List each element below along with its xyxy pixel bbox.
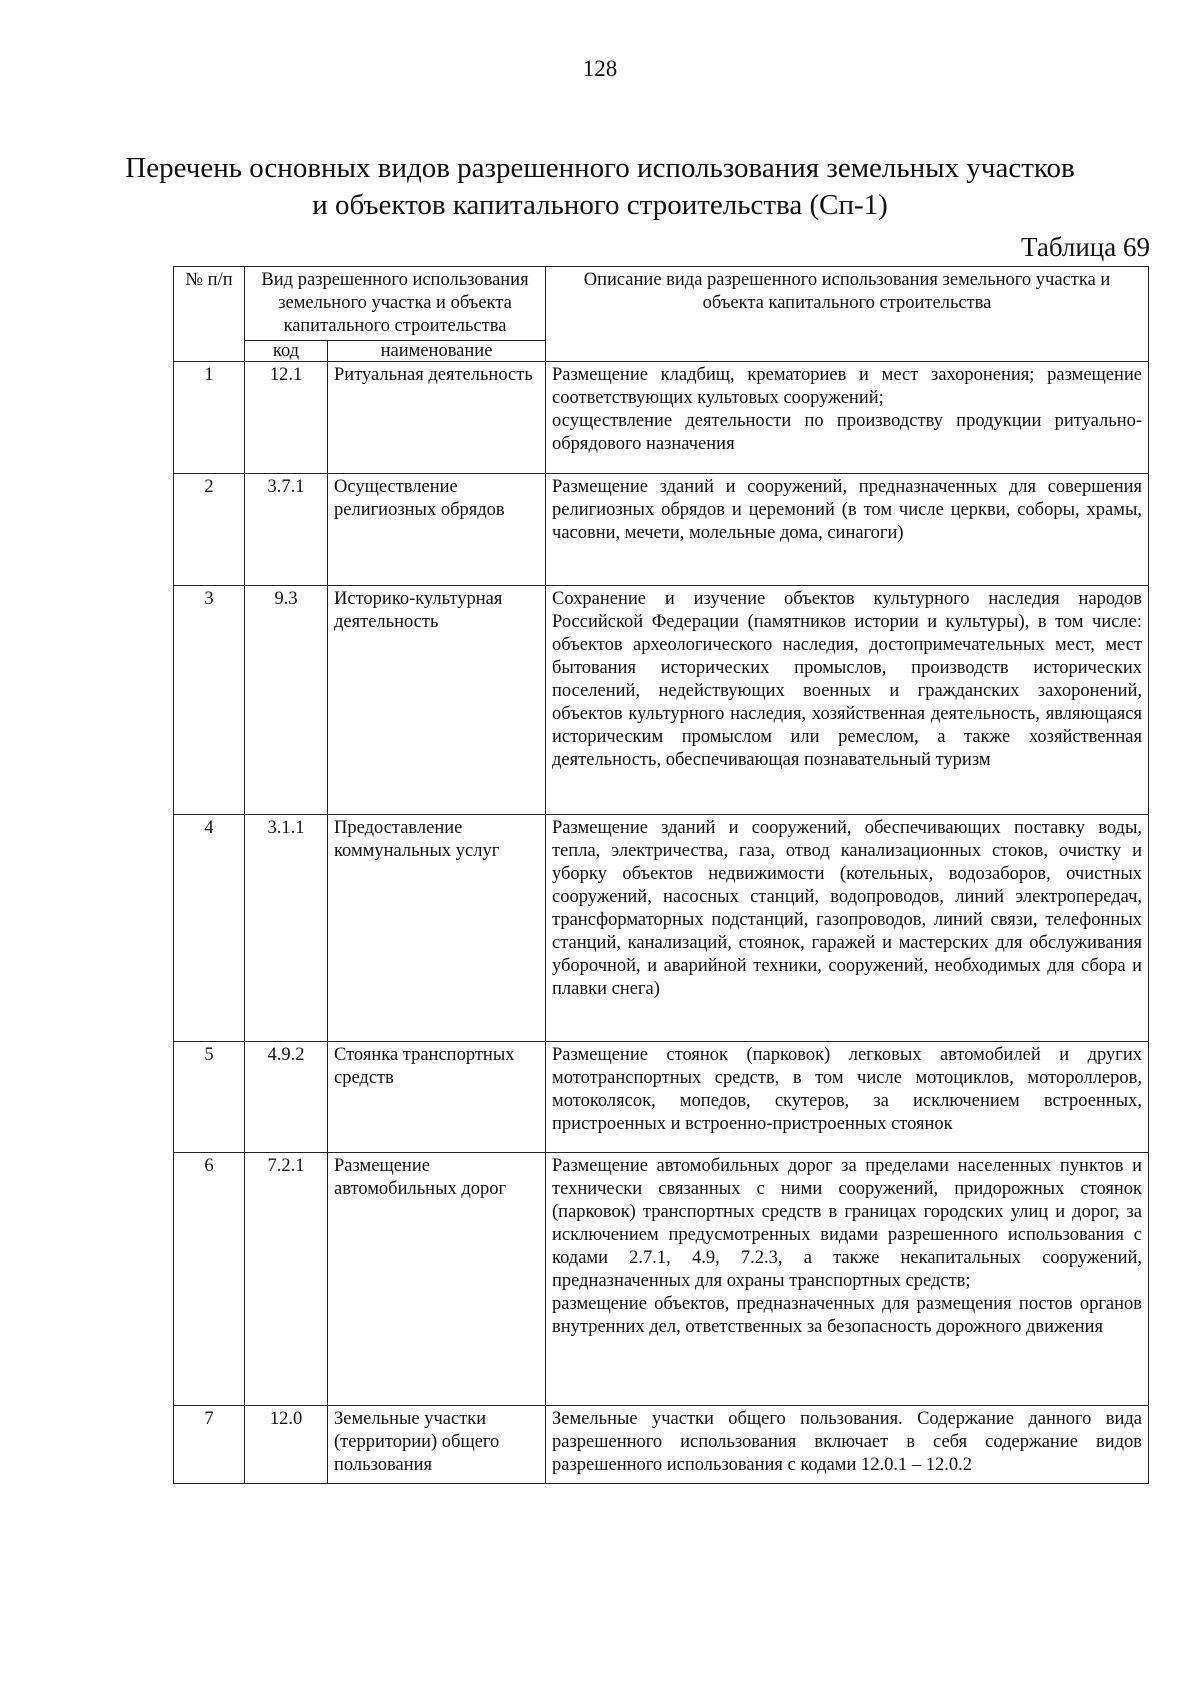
row-description bbox=[546, 815, 1149, 1042]
page-number: 128 bbox=[582, 56, 618, 81]
table-row bbox=[174, 815, 1149, 1042]
row-code: 7.2.1 bbox=[245, 1153, 328, 1406]
row-description bbox=[546, 1042, 1149, 1153]
table-body bbox=[174, 362, 1149, 1484]
row-description bbox=[546, 362, 1149, 474]
description-paragraph: осуществление деятельности по производству продукции ритуально-обрядового назначения bbox=[552, 411, 1143, 454]
header-description: Описание вида разрешенного использования земельного участка и объекта капитального строительства bbox=[546, 267, 1149, 362]
land-use-table bbox=[173, 266, 1149, 1484]
row-name: Осуществление религиозных обрядов bbox=[328, 474, 546, 586]
description-paragraph: размещение объектов, предназначенных для размещения постов органов внутренних дел, ответственных за безопасность дорожного движения bbox=[552, 1294, 1143, 1337]
table-row bbox=[174, 1042, 1149, 1153]
description-paragraph: Размещение кладбищ, крематориев и мест захоронения; размещение соответствующих культовых сооружений; bbox=[552, 365, 1143, 408]
header-code: код bbox=[245, 341, 328, 362]
description-paragraph: Размещение автомобильных дорог за пределами населенных пунктов и технически связанных с ними сооружений, придорожных стоянок (парковок) транспортных средств в границах городских улиц и дорог, за исключением предусмотренных видами разрешенного использования с кодами 2.7.1, 4.9, 7.2.3, а также некапитальных сооружений, предназначенных для охраны транспортных средств; bbox=[552, 1156, 1143, 1291]
row-number: 2 bbox=[174, 474, 245, 586]
row-code: 12.1 bbox=[245, 362, 328, 474]
row-code: 3.1.1 bbox=[245, 815, 328, 1042]
row-description bbox=[546, 586, 1149, 815]
table-caption: Таблица 69 bbox=[1021, 232, 1150, 262]
row-number: 6 bbox=[174, 1153, 245, 1406]
header-use-type: Вид разрешенного использования земельного участка и объекта капитального строительства bbox=[245, 267, 546, 341]
row-name: Ритуальная деятельность bbox=[328, 362, 546, 474]
title-line-2: и объектов капитального строительства (Сп-1) bbox=[312, 189, 888, 221]
title-line-1: Перечень основных видов разрешенного использования земельных участков bbox=[125, 152, 1075, 184]
description-paragraph: Земельные участки общего пользования. Содержание данного вида разрешенного использования включает в себя содержание видов разрешенного использования с кодами 12.0.1 – 12.0.2 bbox=[552, 1409, 1143, 1475]
table-row bbox=[174, 586, 1149, 815]
row-code: 3.7.1 bbox=[245, 474, 328, 586]
description-paragraph: Размещение стоянок (парковок) легковых автомобилей и других мототранспортных средств, в том числе мотоциклов, мотороллеров, мотоколясок, мопедов, скутеров, за исключением встроенных, пристроенных и встроенно-пристроенных стоянок bbox=[552, 1045, 1143, 1134]
row-name: Стоянка транспортных средств bbox=[328, 1042, 546, 1153]
row-name: Предоставление коммунальных услуг bbox=[328, 815, 546, 1042]
row-name: Земельные участки (территории) общего пользования bbox=[328, 1406, 546, 1484]
row-number: 1 bbox=[174, 362, 245, 474]
table-row bbox=[174, 474, 1149, 586]
description-paragraph: Сохранение и изучение объектов культурного наследия народов Российской Федерации (памятников истории и культуры), в том числе: объектов археологического наследия, достопримечательных мест, мест бытования исторических промыслов, производств исторических поселений, недействующих военных и гражданских захоронений, объектов культурного наследия, хозяйственная деятельность, являющаяся историческим промыслом или ремеслом, а также хозяйственная деятельность, обеспечивающая познавательный туризм bbox=[552, 589, 1143, 770]
row-description bbox=[546, 1153, 1149, 1406]
description-paragraph: Размещение зданий и сооружений, обеспечивающих поставку воды, тепла, электричества, газа, отвод канализационных стоков, очистку и уборку объектов недвижимости (котельных, водозаборов, очистных сооружений, насосных станций, водопроводов, линий электропередач, трансформаторных подстанций, газопроводов, линий связи, телефонных станций, канализаций, стоянок, гаражей и мастерских для обслуживания уборочной, и аварийной техники, сооружений, необходимых для сбора и плавки снега) bbox=[552, 818, 1143, 999]
row-code: 12.0 bbox=[245, 1406, 328, 1484]
row-number: 7 bbox=[174, 1406, 245, 1484]
row-name: Историко-культурная деятельность bbox=[328, 586, 546, 815]
row-number: 3 bbox=[174, 586, 245, 815]
table-row bbox=[174, 1153, 1149, 1406]
row-name: Размещение автомобильных дорог bbox=[328, 1153, 546, 1406]
description-paragraph: Размещение зданий и сооружений, предназначенных для совершения религиозных обрядов и церемоний (в том числе церкви, соборы, храмы, часовни, мечети, молельные дома, синагоги) bbox=[552, 477, 1143, 543]
table-header bbox=[174, 267, 1149, 362]
header-name: наименование bbox=[328, 341, 546, 362]
document-title bbox=[0, 150, 1200, 224]
row-number: 4 bbox=[174, 815, 245, 1042]
row-description bbox=[546, 1406, 1149, 1484]
row-number: 5 bbox=[174, 1042, 245, 1153]
header-num: № п/п bbox=[174, 267, 245, 362]
row-code: 4.9.2 bbox=[245, 1042, 328, 1153]
row-code: 9.3 bbox=[245, 586, 328, 815]
table-row bbox=[174, 1406, 1149, 1484]
table-row bbox=[174, 362, 1149, 474]
row-description bbox=[546, 474, 1149, 586]
